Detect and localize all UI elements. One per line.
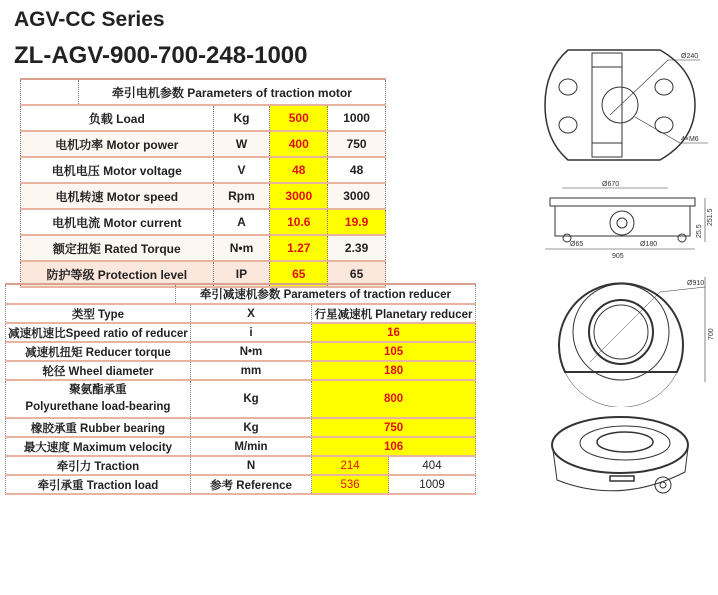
row-value: 行星减速机 Planetary reducer: [312, 304, 476, 323]
series-title: AGV-CC Series: [14, 8, 165, 31]
row-value-1: 536: [312, 475, 389, 494]
row-value-2: 750: [328, 131, 386, 157]
row-label: 负载 Load: [21, 105, 214, 131]
dim-label: 4×M6: [681, 136, 699, 143]
model-title: ZL-AGV-900-700-248-1000: [14, 42, 308, 69]
traction-reducer-table: [5, 283, 476, 495]
row-label: 牵引力 Traction: [6, 456, 191, 475]
row-label: 橡胶承重 Rubber bearing: [6, 418, 191, 437]
row-value-2: 48: [328, 157, 386, 183]
dim-label: 25.5: [696, 224, 703, 238]
row-value: 106: [312, 437, 476, 456]
agv-isometric-drawing: [545, 410, 695, 505]
reducer-table-header: 牵引减速机参数 Parameters of traction reducer: [175, 284, 475, 304]
agv-side-view-drawing: [540, 178, 715, 258]
row-value-2: 19.9: [328, 209, 386, 235]
row-unit: M/min: [190, 437, 311, 456]
dim-label: Ø240: [681, 53, 699, 60]
dim-label: 905: [612, 253, 624, 258]
dim-label: Ø180: [640, 241, 658, 248]
row-label: 减速机扭矩 Reducer torque: [6, 342, 191, 361]
row-label: 电机功率 Motor power: [21, 131, 214, 157]
row-value: 750: [312, 418, 476, 437]
row-value-2: 65: [328, 261, 386, 287]
row-value-2: 1000: [328, 105, 386, 131]
row-unit: Kg: [190, 380, 311, 418]
row-value-1: 10.6: [270, 209, 328, 235]
row-unit: N•m: [213, 235, 270, 261]
row-value-1: 1.27: [270, 235, 328, 261]
row-value-2: 3000: [328, 183, 386, 209]
row-label: 减速机速比Speed ratio of reducer: [6, 323, 191, 342]
row-value-2: 2.39: [328, 235, 386, 261]
row-value-1: 400: [270, 131, 328, 157]
row-label: 电机电流 Motor current: [21, 209, 214, 235]
row-unit: IP: [213, 261, 270, 287]
row-unit: V: [213, 157, 270, 183]
row-value: 180: [312, 361, 476, 380]
row-value-2: 1009: [389, 475, 476, 494]
agv-round-top-view-drawing: [545, 272, 715, 407]
row-unit: 参考 Reference: [190, 475, 311, 494]
dim-label: 251.5: [707, 208, 714, 226]
row-label: 最大速度 Maximum velocity: [6, 437, 191, 456]
row-label: 轮径 Wheel diameter: [6, 361, 191, 380]
row-unit: X: [190, 304, 311, 323]
row-label: 电机转速 Motor speed: [21, 183, 214, 209]
row-value-1: 500: [270, 105, 328, 131]
row-value-2: 404: [389, 456, 476, 475]
row-label: 防护等级 Protection level: [21, 261, 214, 287]
agv-top-view-drawing: [540, 45, 710, 165]
row-value-1: 48: [270, 157, 328, 183]
dim-label: 700: [708, 328, 715, 340]
row-value-1: 3000: [270, 183, 328, 209]
motor-table-header: 牵引电机参数 Parameters of traction motor: [78, 79, 385, 105]
row-unit: Rpm: [213, 183, 270, 209]
row-value: 16: [312, 323, 476, 342]
row-unit: mm: [190, 361, 311, 380]
traction-motor-table: [20, 78, 386, 288]
row-unit: N•m: [190, 342, 311, 361]
row-label: [6, 380, 191, 418]
row-unit: Kg: [213, 105, 270, 131]
row-label: 额定扭矩 Rated Torque: [21, 235, 214, 261]
dim-label: Ø910: [687, 280, 705, 287]
row-value-1: 214: [312, 456, 389, 475]
row-label-cn: 聚氨酯承重: [69, 384, 127, 396]
row-unit: W: [213, 131, 270, 157]
row-unit: N: [190, 456, 311, 475]
row-value-1: 65: [270, 261, 328, 287]
dim-label: Ø65: [570, 241, 584, 248]
dim-label: Ø670: [602, 181, 620, 188]
row-unit: i: [190, 323, 311, 342]
row-value: 105: [312, 342, 476, 361]
row-label: 牵引承重 Traction load: [6, 475, 191, 494]
row-label: 电机电压 Motor voltage: [21, 157, 214, 183]
row-unit: Kg: [190, 418, 311, 437]
row-label: 类型 Type: [6, 304, 191, 323]
row-label-en: Polyurethane load-bearing: [25, 401, 171, 413]
row-value: 800: [312, 380, 476, 418]
row-unit: A: [213, 209, 270, 235]
